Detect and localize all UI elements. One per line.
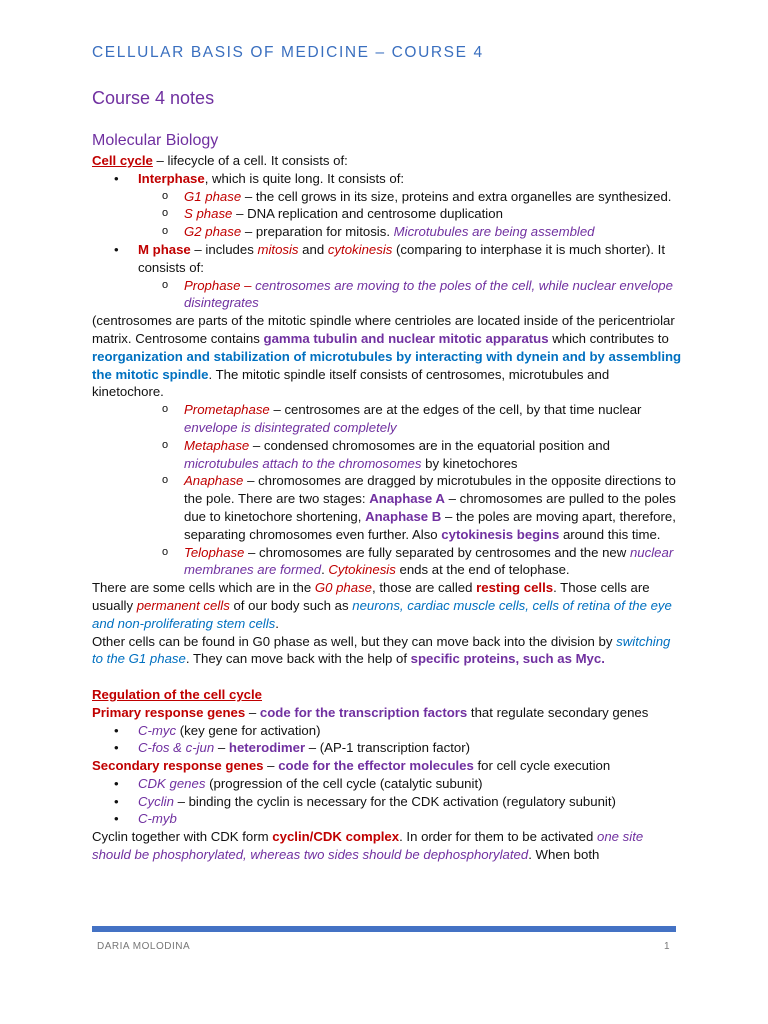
list-item-interphase: • Interphase, which is quite long. It consists of: <box>92 170 682 188</box>
page-title: Course 4 notes <box>92 88 215 108</box>
list-item-anaphase: o Anaphase – chromosomes are dragged by microtubules in the opposite directions to the pole. There are two stages: Anaphase A – chromosomes are pulled to the poles due to kinetochore shortening, Anaphase B – the poles are moving apart, therefore, separating chromosomes even further. Also cytokinesis begins around this time. <box>92 472 682 543</box>
list-item-m-phase: • M phase – includes mitosis and cytokinesis (comparing to interphase it is much shorter). It consists of: <box>92 241 682 277</box>
phase-list <box>92 170 682 312</box>
complex-paragraph: Cyclin together with CDK form cyclin/CDK complex. In order for them to be activated one site should be phosphorylated, whereas two sides should be dephosphorylated. When both <box>92 829 644 863</box>
g0-paragraph: There are some cells which are in the G0 phase, those are called resting cells. Those cells are usually permanent cells of our body such as neurons, cardiac muscle cells, cells of retina of the eye and non-proliferating stem cells. <box>92 580 672 631</box>
list-item-cdk-genes: • CDK genes (progression of the cell cycle (catalytic subunit) <box>92 775 682 793</box>
regulation-heading: Regulation of the cell cycle <box>92 686 263 702</box>
running-header: CELLULAR BASIS OF MEDICINE – COURSE 4 <box>92 44 484 61</box>
centrosome-paragraph: (centrosomes are parts of the mitotic spindle where centrioles are located inside of the pericentriolar matrix. Centrosome contains gamma tubulin and nuclear mitotic apparatus which contributes to reorganization and stabilization of microtubules by interacting with dynein and by assembling the mitotic spindle. The mitotic spindle itself consists of centrosomes, microtubules and kinetochore. <box>92 313 682 400</box>
secondary-genes-line: Secondary response genes – code for the effector molecules for cell cycle execution <box>92 758 611 774</box>
list-item-metaphase: o Metaphase – condensed chromosomes are in the equatorial position and microtubules attach to the chromosomes by kinetochores <box>92 437 682 473</box>
list-item-c-myc: • C-myc (key gene for activation) <box>92 722 682 740</box>
footer-divider <box>92 926 676 932</box>
list-item-telophase: o Telophase – chromosomes are fully separated by centrosomes and the new nuclear membranes are formed. Cytokinesis ends at the end of telophase. <box>92 544 682 580</box>
mitosis-list <box>92 401 682 579</box>
blank-line <box>92 668 682 686</box>
list-item-s: o S phase – DNA replication and centrosome duplication <box>92 205 682 223</box>
list-item-c-myb: • C-myb <box>92 810 682 828</box>
page-number: 1 <box>664 941 670 952</box>
section-heading: Molecular Biology <box>92 132 219 149</box>
document-body <box>92 152 682 864</box>
list-item-prophase: o Prophase – centrosomes are moving to the poles of the cell, while nuclear envelope disintegrates <box>92 277 682 313</box>
list-item-prometaphase: o Prometaphase – centrosomes are at the edges of the cell, by that time nuclear envelope is disintegrated completely <box>92 401 682 437</box>
list-item-cyclin: • Cyclin – binding the cyclin is necessary for the CDK activation (regulatory subunit) <box>92 793 682 811</box>
term-cell-cycle: Cell cycle <box>92 153 153 168</box>
list-item-g1: o G1 phase – the cell grows in its size, proteins and extra organelles are synthesized. <box>92 188 682 206</box>
primary-genes-list <box>92 722 682 758</box>
list-item-g2: o G2 phase – preparation for mitosis. Microtubules are being assembled <box>92 223 682 241</box>
list-item-c-fos: • C-fos & c-jun – heterodimer – (AP-1 transcription factor) <box>92 739 682 757</box>
secondary-genes-list <box>92 775 682 828</box>
footer-author: DARIA MOLODINA <box>97 941 191 952</box>
cell-cycle-definition: Cell cycle – lifecycle of a cell. It consists of: <box>92 153 348 168</box>
primary-genes-line: Primary response genes – code for the transcription factors that regulate secondary genes <box>92 704 649 720</box>
other-cells-paragraph: Other cells can be found in G0 phase as well, but they can move back into the division by switching to the G1 phase. They can move back with the help of specific proteins, such as Myc. <box>92 633 671 667</box>
